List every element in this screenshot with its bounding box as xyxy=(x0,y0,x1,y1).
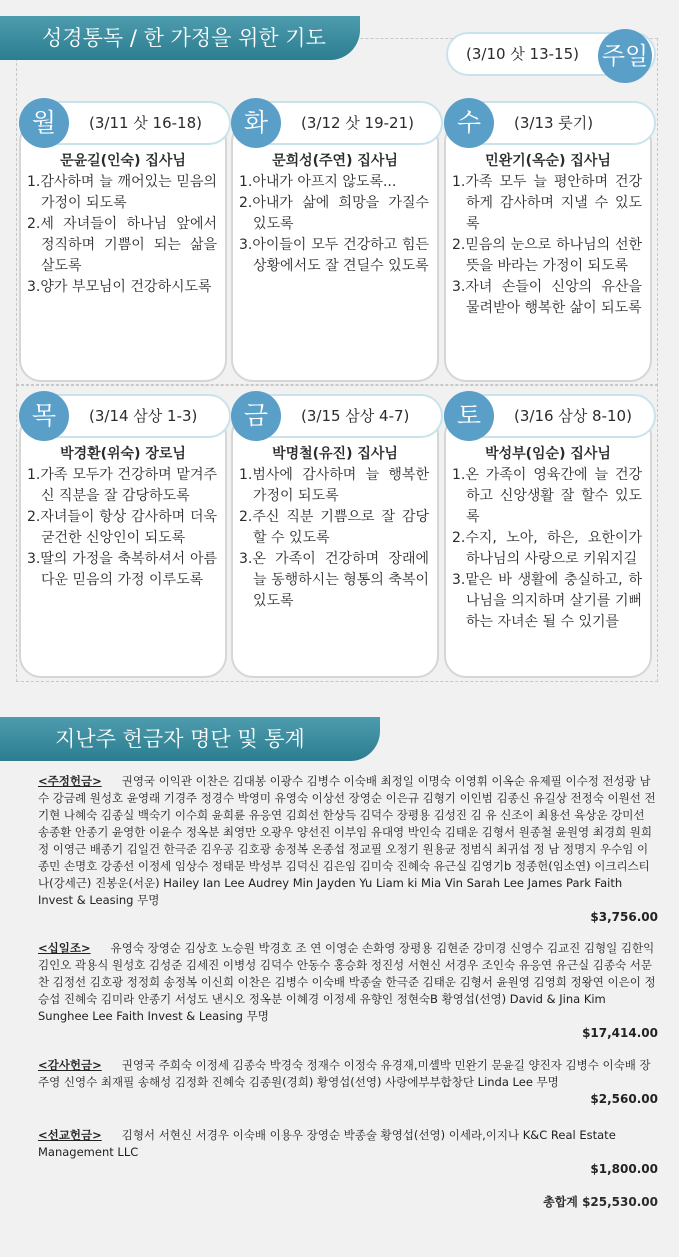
day-pill-thu xyxy=(19,394,231,438)
day-pill-wed xyxy=(444,101,656,145)
offering-names xyxy=(38,1127,658,1161)
offering-title: 지난주 헌금자 명단 및 통계 xyxy=(0,717,380,761)
day-pill-tue xyxy=(231,101,443,145)
reading-ref: (3/15 삼상 4-7) xyxy=(301,407,410,425)
sunday-reading xyxy=(446,32,656,76)
offering-category: <감사헌금> xyxy=(38,1058,102,1072)
prayer-list xyxy=(446,465,650,633)
prayer-item: 3.아이들이 모두 건강하고 힘든 상황에서도 잘 견딜수 있도록 xyxy=(239,237,429,274)
prayer-list xyxy=(233,172,437,277)
donor-names: 유영숙 장영순 김상호 노승원 박경호 조 연 이영순 손화영 장평용 김현준 강미경 신영수 김교진 김형일 김한익 김인오 곽용식 원성호 김성준 김세진 이병성 김덕수 안동수 홍승화 정진성 서현신 서경우 조인숙 유응연 유근실 김종숙 서문찬 김정선 김호광 정정희 송정복 이신희 이찬은 김병수 이숙배 박종술 한극준 김태운 김형서 윤원영 김영희 정왕연 이은이 정승섭 진혜숙 김미라 안종기 서성도 낸시오 정옥분 이혜경 이정세 유향인 정현숙B 황영섭(선영) David & Jina Kim Sunghee Lee Faith Invest & Leasing 무명 xyxy=(38,941,656,1023)
prayer-item: 2.믿음의 눈으로 하나님의 선한 뜻을 바라는 가정이 되도록 xyxy=(452,237,642,274)
prayer-item: 1.가족 모두가 건강하며 맡겨주신 직분을 잘 감당하도록 xyxy=(27,467,217,504)
prayer-item: 2.수지, 노아, 하은, 요한이가 하나님의 사랑으로 키워지길 xyxy=(452,530,642,567)
family-name: 박경환(위숙) 장로님 xyxy=(60,446,186,462)
page-title: 성경통독 / 한 가정을 위한 기도 xyxy=(0,16,360,60)
day-card-thu xyxy=(19,413,227,678)
prayer-item: 3.자녀 손들이 신앙의 유산을 물려받아 행복한 삶이 되도록 xyxy=(452,279,642,316)
family-name: 문윤길(인숙) 집사님 xyxy=(60,153,186,169)
day-pill-sat xyxy=(444,394,656,438)
prayer-list xyxy=(446,172,650,319)
reading-ref: (3/12 삿 19-21) xyxy=(301,114,415,132)
reading-ref: (3/14 삼상 1-3) xyxy=(89,407,198,425)
prayer-item: 3.양가 부모님이 건강하시도록 xyxy=(27,279,212,295)
day-pill-mon xyxy=(19,101,231,145)
prayer-list xyxy=(233,465,437,612)
day-pill-fri xyxy=(231,394,443,438)
offering-names xyxy=(38,1057,658,1091)
donor-names: 권영국 주희숙 이정세 김종숙 박경숙 정재수 이정숙 유경재,미셸박 민완기 문윤길 양진자 김병수 이숙배 장주영 신영수 최재필 송해성 김정화 진혜숙 김종원(경희) 황영섭(선영) 사랑에부부합창단 Linda Lee 무명 xyxy=(38,1058,651,1089)
offering-section-mission xyxy=(38,1127,658,1178)
reading-ref: (3/11 삿 16-18) xyxy=(89,114,203,132)
offering-names xyxy=(38,940,658,1025)
family-name: 박명철(유진) 집사님 xyxy=(272,446,398,462)
day-card-fri xyxy=(231,413,439,678)
family-name: 문희성(주연) 집사님 xyxy=(272,153,398,169)
prayer-item: 1.감사하며 늘 깨어있는 믿음의 가정이 되도록 xyxy=(27,174,217,211)
day-circle: 월 xyxy=(19,98,69,148)
prayer-list xyxy=(21,465,225,591)
prayer-item: 3.맡은 바 생활에 충실하고, 하나님을 의지하며 살기를 기뻐하는 자녀손 될 수 있기를 xyxy=(452,572,642,630)
offering-amount: $3,756.00 xyxy=(590,910,658,924)
day-circle: 목 xyxy=(19,391,69,441)
day-card-mon xyxy=(19,120,227,382)
offering-section-tithe xyxy=(38,940,658,1042)
prayer-item: 1.온 가족이 영육간에 늘 건강하고 신앙생활 잘 할수 있도록 xyxy=(452,467,642,525)
offering-amount: $2,560.00 xyxy=(590,1092,658,1106)
donor-names: 김형서 서현신 서경우 이숙배 이용우 장영순 박종술 황영섭(선영) 이세라,이지나 K&C Real Estate Management LLC xyxy=(38,1128,616,1159)
offering-section-main xyxy=(38,773,658,926)
grand-total: 총합계 $25,530.00 xyxy=(543,1195,658,1209)
day-circle: 토 xyxy=(444,391,494,441)
day-card-tue xyxy=(231,120,439,382)
offering-amount: $17,414.00 xyxy=(582,1026,658,1040)
donor-names: 권영국 이익관 이찬은 김대봉 이광수 김병수 이숙배 최정일 이명숙 이영휘 이옥순 유제필 이수정 전성광 남 수 강금례 원성호 윤영래 기경주 정경수 박영미 유영숙 이상선 장영순 이은규 김형기 이인범 김종신 유길상 전정숙 이원선 전기현 나혜숙 김종실 백숙기 이수희 윤희륜 유응연 김희선 한상득 김덕수 장평용 김성진 김 유 신조이 최용선 육상운 강미선 송종환 안종기 윤영한 이윤수 정옥분 최영만 오광우 양선진 이부임 유대영 박인숙 김태운 김형서 원종철 윤원영 최경희 원희정 이영근 배종기 김일건 한극준 김우공 김호광 송정복 온종섭 정교필 오정기 원용균 정범식 최귀섭 정 남 정명지 우수임 이종민 손명호 강종선 이정세 임상수 정태문 박성부 김덕신 김은임 김미숙 진혜숙 유근실 김영기b 정종헌(임소연) 이크리스티나(강세근) 진봉운(서운) Hailey Ian Lee Audrey Min Jayden Yu Liam ki Mia Vin Sarah Lee James Park Faith Invest & Leasing 무명 xyxy=(38,774,656,907)
offering-names xyxy=(38,773,658,909)
prayer-item: 1.가족 모두 늘 평안하며 건강하게 감사하며 지낼 수 있도록 xyxy=(452,174,642,232)
day-circle: 화 xyxy=(231,98,281,148)
sunday-day-circle: 주일 xyxy=(598,29,652,83)
day-circle: 금 xyxy=(231,391,281,441)
prayer-item: 1.범사에 감사하며 늘 행복한 가정이 되도록 xyxy=(239,467,429,504)
sunday-ref: (3/10 삿 13-15) xyxy=(466,45,580,63)
offering-category: <선교헌금> xyxy=(38,1128,102,1142)
day-circle: 수 xyxy=(444,98,494,148)
prayer-item: 1.아내가 아프지 않도록... xyxy=(239,174,397,190)
offering-amount: $1,800.00 xyxy=(590,1162,658,1176)
offering-section-thanks xyxy=(38,1057,658,1108)
prayer-item: 2.세 자녀들이 하나님 앞에서 정직하며 기쁨이 되는 삶을 살도록 xyxy=(27,216,217,274)
day-card-sat xyxy=(444,413,652,678)
offering-category: <주정헌금> xyxy=(38,774,102,788)
reading-ref: (3/16 삼상 8-10) xyxy=(514,407,632,425)
prayer-item: 3.딸의 가정을 축복하셔서 아름다운 믿음의 가정 이루도록 xyxy=(27,551,217,588)
prayer-item: 2.주신 직분 기쁨으로 잘 감당할 수 있도록 xyxy=(239,509,429,546)
prayer-item: 3.온 가족이 건강하며 장래에 늘 동행하시는 형통의 축복이 있도록 xyxy=(239,551,429,609)
prayer-list xyxy=(21,172,225,298)
day-card-wed xyxy=(444,120,652,382)
prayer-item: 2.아내가 삶에 희망을 가질수 있도록 xyxy=(239,195,429,232)
reading-ref: (3/13 룻기) xyxy=(514,114,594,132)
family-name: 민완기(옥순) 집사님 xyxy=(485,153,611,169)
prayer-item: 2.자녀들이 항상 감사하며 더욱 굳건한 신앙인이 되도록 xyxy=(27,509,217,546)
offering-category: <십일조> xyxy=(38,941,91,955)
family-name: 박성부(임순) 집사님 xyxy=(485,446,611,462)
